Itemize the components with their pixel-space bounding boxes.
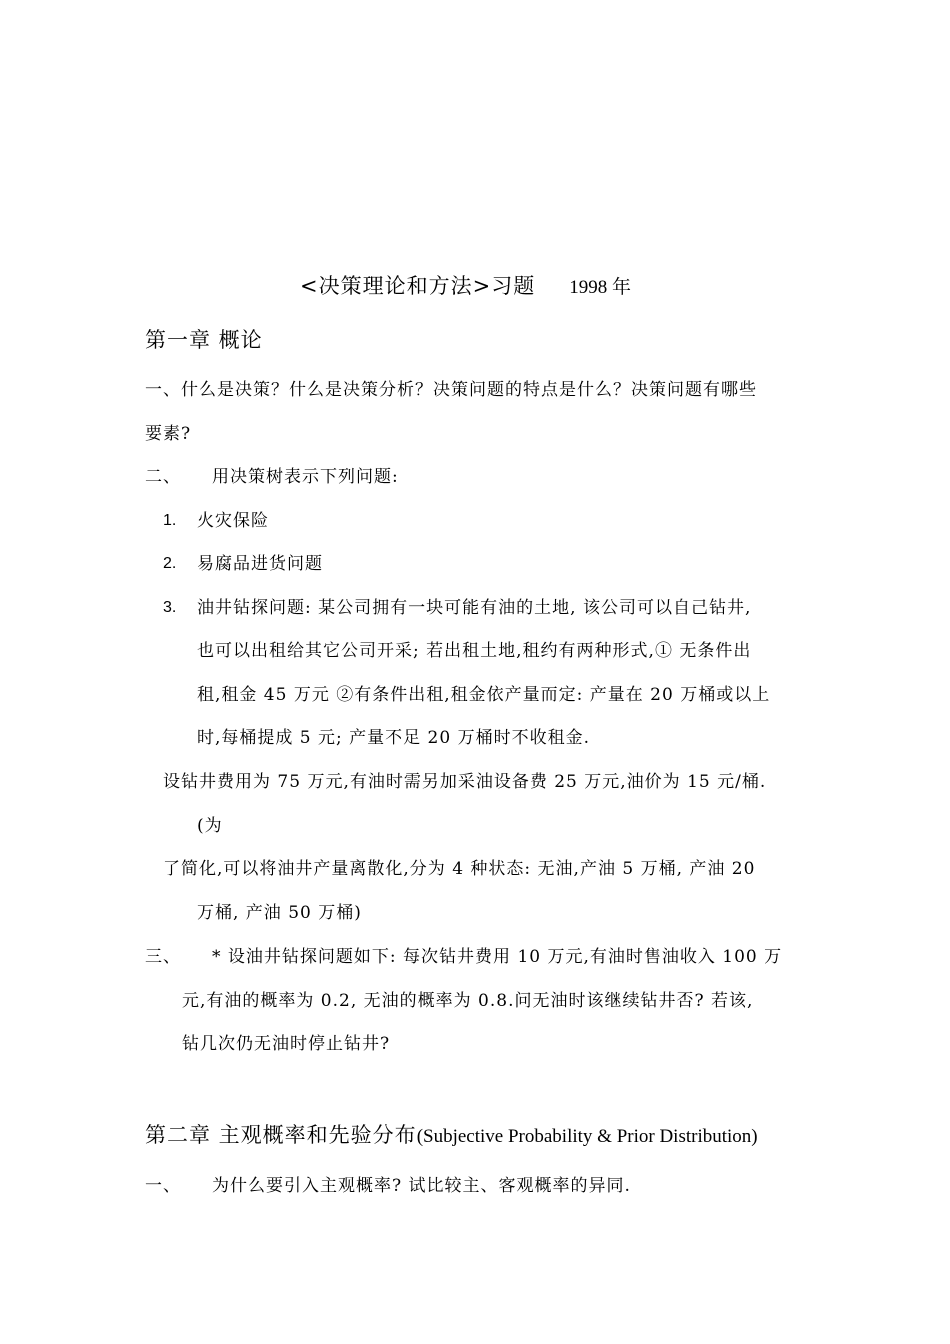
chapter1-heading: 第一章 概论 bbox=[145, 328, 263, 352]
ch2-q1-text: 为什么要引入主观概率? 试比较主、客观概率的异同. bbox=[212, 1176, 631, 1196]
ch1-q2-marker: 二、 bbox=[145, 467, 181, 487]
ch1-q2-extra-line: (为 bbox=[197, 816, 223, 836]
ch1-q2-text: 用决策树表示下列问题: bbox=[212, 467, 399, 487]
ch1-q3-line: 元,有油的概率为 0.2, 无油的概率为 0.8.问无油时该继续钻井否? 若该, bbox=[182, 991, 754, 1011]
ch1-q2-extra-line: 万桶, 产油 50 万桶) bbox=[197, 903, 362, 923]
ch1-q3-marker: 三、 bbox=[145, 947, 181, 967]
list-item-number: 2. bbox=[163, 555, 177, 572]
list-item-text: 易腐品进货问题 bbox=[197, 554, 323, 574]
document-title bbox=[300, 272, 631, 302]
chapter2-heading-text: 第二章 主观概率和先验分布 bbox=[145, 1123, 417, 1147]
list-item-text: 时,每桶提成 5 元; 产量不足 20 万桶时不收租金. bbox=[197, 728, 591, 748]
ch2-q1-marker: 一、 bbox=[145, 1176, 181, 1196]
ch1-q2-extra-line: 了简化,可以将油井产量离散化,分为 4 种状态: 无油,产油 5 万桶, 产油 20 bbox=[163, 859, 756, 879]
list-item-text: 火灾保险 bbox=[197, 511, 269, 531]
ch1-q1-line1: 一、什么是决策？什么是决策分析？决策问题的特点是什么？决策问题有哪些 bbox=[145, 380, 757, 400]
ch1-q3-line: * 设油井钻探问题如下: 每次钻井费用 10 万元,有油时售油收入 100 万 bbox=[212, 947, 783, 967]
chapter2-heading-english: (Subjective Probability & Prior Distribution) bbox=[416, 1126, 758, 1147]
ch1-q3-line: 钻几次仍无油时停止钻井? bbox=[182, 1034, 391, 1054]
list-item-text: 油井钻探问题: 某公司拥有一块可能有油的土地, 该公司可以自己钻井, bbox=[197, 598, 752, 618]
title-text: <决策理论和方法>习题 bbox=[300, 274, 536, 298]
list-item-text: 也可以出租给其它公司开采; 若出租土地,租约有两种形式,① 无条件出 bbox=[197, 641, 752, 661]
chapter2-heading bbox=[145, 1121, 758, 1151]
ch1-q1-line2: 要素? bbox=[145, 424, 192, 444]
list-item-number: 1. bbox=[163, 512, 177, 529]
ch1-q2-extra-line: 设钻井费用为 75 万元,有油时需另加采油设备费 25 万元,油价为 15 元/桶. bbox=[163, 772, 767, 792]
title-year: 1998 年 bbox=[569, 277, 631, 298]
list-item-text: 租,租金 45 万元 ②有条件出租,租金依产量而定: 产量在 20 万桶或以上 bbox=[197, 685, 771, 705]
list-item-number: 3. bbox=[163, 599, 177, 616]
